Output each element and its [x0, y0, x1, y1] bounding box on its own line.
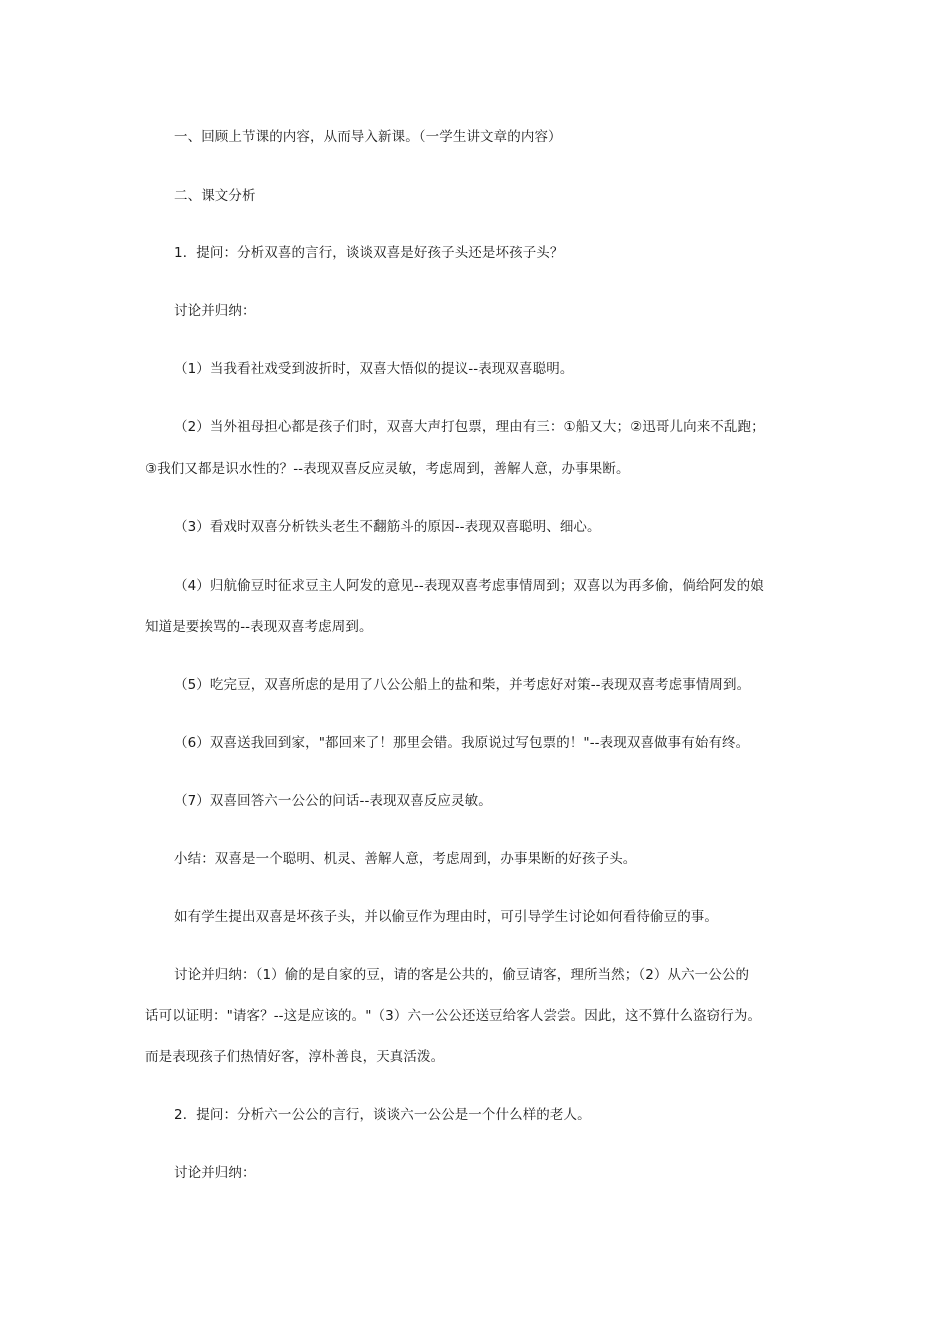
point-2-line-1: （2）当外祖母担心都是孩子们时，双喜大声打包票，理由有三：①船又大；②迅哥儿向来不乱跑；	[174, 419, 765, 435]
discussion-line-2: 话可以证明："请客？--这是应该的。"（3）六一公公还送豆给客人尝尝。因此，这不算什么盗窃行为。	[145, 1008, 762, 1024]
question-1: 1．提问：分析双喜的言行，谈谈双喜是好孩子头还是坏孩子头？	[174, 245, 564, 261]
discussion-line-1: 讨论并归纳：（1）偷的是自家的豆，请的客是公共的，偷豆请客，理所当然；（2）从六一公公的	[174, 967, 750, 983]
section-heading-analysis: 二、课文分析	[174, 188, 256, 204]
point-3: （3）看戏时双喜分析铁头老生不翻筋斗的原因--表现双喜聪明、细心。	[174, 519, 601, 535]
point-5: （5）吃完豆，双喜所虑的是用了八公公船上的盐和柴，并考虑好对策--表现双喜考虑事情周到。	[174, 677, 751, 693]
discussion-label-2: 讨论并归纳：	[174, 1165, 256, 1181]
discussion-line-3: 而是表现孩子们热情好客，淳朴善良，天真活泼。	[145, 1049, 445, 1065]
question-2: 2．提问：分析六一公公的言行，谈谈六一公公是一个什么样的老人。	[174, 1107, 591, 1123]
summary: 小结：双喜是一个聪明、机灵、善解人意，考虑周到，办事果断的好孩子头。	[174, 851, 637, 867]
section-heading-review: 一、回顾上节课的内容，从而导入新课。（一学生讲文章的内容）	[174, 129, 562, 145]
point-1: （1）当我看社戏受到波折时，双喜大悟似的提议--表现双喜聪明。	[174, 361, 574, 377]
point-4-line-1: （4）归航偷豆时征求豆主人阿发的意见--表现双喜考虑事情周到；双喜以为再多偷，倘给阿发的娘	[174, 578, 764, 594]
point-2-line-2: ③我们又都是识水性的？--表现双喜反应灵敏，考虑周到，善解人意，办事果断。	[145, 461, 630, 477]
point-6: （6）双喜送我回到家，"都回来了！那里会错。我原说过写包票的！"--表现双喜做事有始有终。	[174, 735, 750, 751]
point-7: （7）双喜回答六一公公的问话--表现双喜反应灵敏。	[174, 793, 492, 809]
discussion-label-1: 讨论并归纳：	[174, 303, 256, 319]
guidance-note: 如有学生提出双喜是坏孩子头，并以偷豆作为理由时，可引导学生讨论如何看待偷豆的事。	[174, 909, 718, 925]
point-4-line-2: 知道是要挨骂的--表现双喜考虑周到。	[145, 619, 373, 635]
